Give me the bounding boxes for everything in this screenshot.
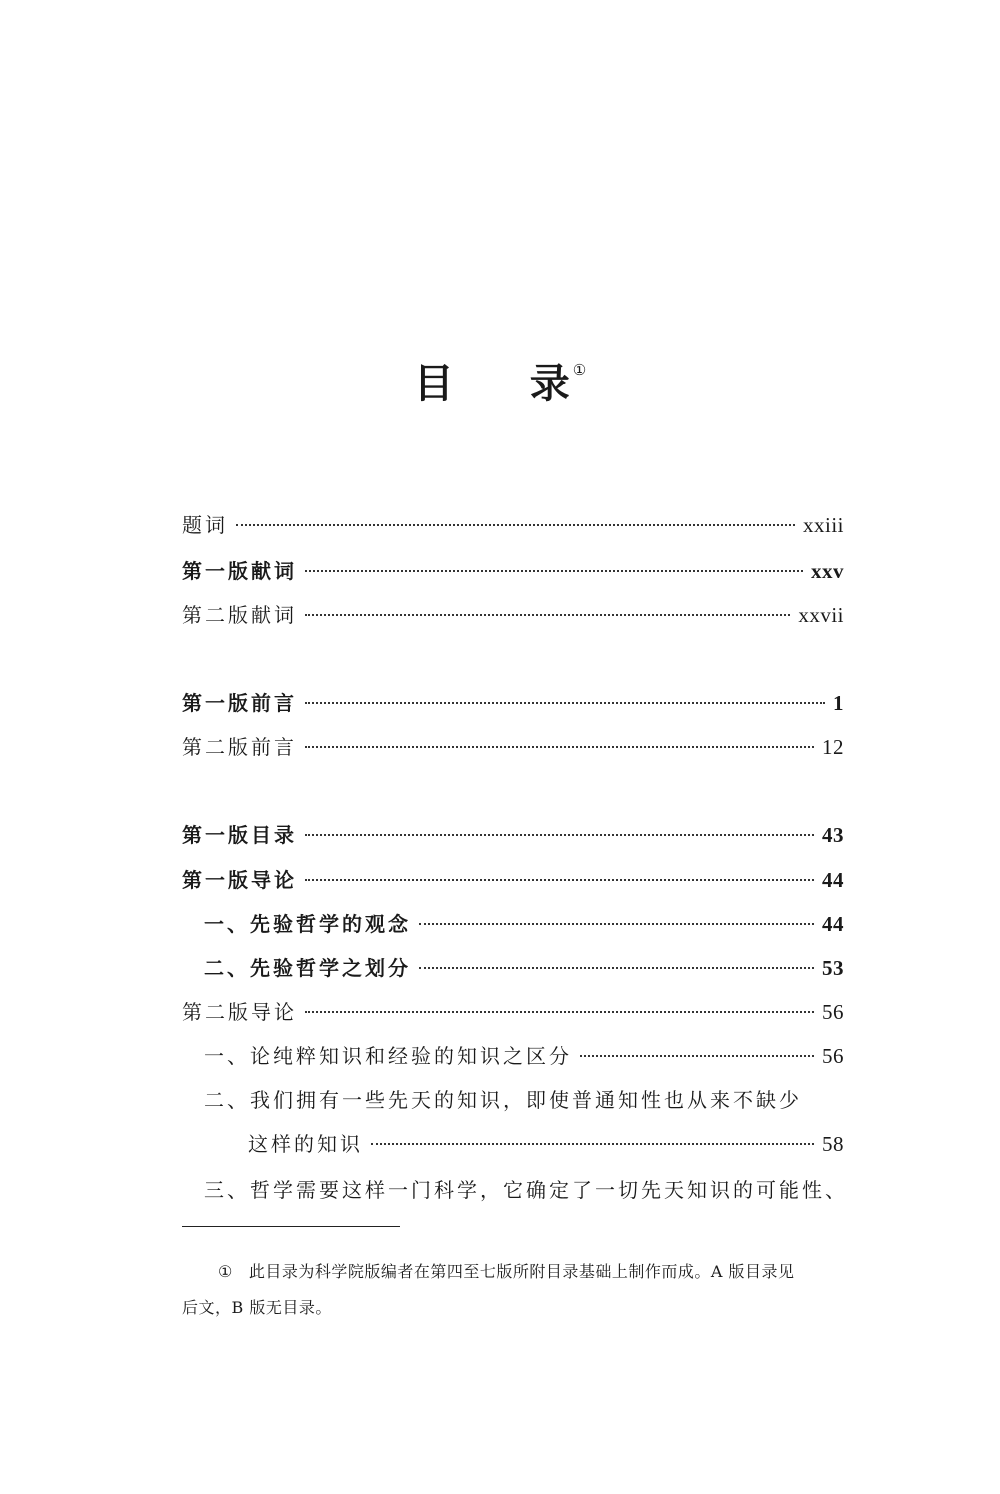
dot-leader [419,967,814,969]
dot-leader [419,923,814,925]
toc-entry-label: 一、论纯粹知识和经验的知识之区分 [204,1044,572,1068]
toc-entry-page: xxvii [798,603,844,627]
footnote-rule [182,1226,400,1227]
toc-entry-page: 56 [822,1044,844,1068]
toc-entry-page: xxiii [802,513,844,537]
toc-entry-label: 第一版目录 [182,823,297,847]
toc-entry-second-edition-preface[interactable] [182,731,844,763]
toc-entry-division-of-transcendental-philosophy[interactable] [204,952,844,984]
dot-leader [305,702,825,704]
footnote [182,1254,848,1326]
footnote-line-1 [182,1254,848,1290]
dot-leader [305,570,803,572]
toc-entry-label: 一、先验哲学的观念 [204,912,411,936]
toc-entry-first-edition-contents[interactable] [182,819,844,851]
dot-leader [580,1055,814,1057]
toc-entry-philosophy-needs-science-line1[interactable]: 三、哲学需要这样一门科学，它确定了一切先天知识的可能性、 [204,1178,848,1202]
dot-leader [305,614,790,616]
dot-leader [305,1011,814,1013]
toc-entry-label: 第一版献词 [182,559,297,583]
toc-entry-label: 这样的知识 [248,1132,363,1156]
title-char-lu: 录 [529,361,570,407]
toc-entry-first-edition-preface[interactable] [182,687,844,719]
toc-entry-first-edition-dedication[interactable] [182,555,844,587]
dot-leader [305,834,814,836]
toc-entry-second-edition-dedication[interactable] [182,599,844,631]
toc-entry-label: 题词 [182,513,228,537]
toc-entry-page: xxv [811,559,844,583]
dot-leader [236,524,795,526]
footnote-text-2: 后文，B 版无目录。 [182,1298,332,1317]
footnote-mark: ① [218,1262,233,1281]
dot-leader [371,1143,814,1145]
toc-entry-label: 第一版导论 [182,868,297,892]
toc-entry-a-priori-knowledge-line1[interactable]: 二、我们拥有一些先天的知识，即使普通知性也从来不缺少 [204,1088,802,1112]
toc-entry-page: 44 [822,912,844,936]
toc-entry-page: 53 [822,956,844,980]
toc-entry-page: 43 [822,823,844,847]
toc-entry-epigraph[interactable] [182,509,844,541]
toc-entry-page: 12 [822,735,844,759]
toc-entry-page: 56 [822,1000,844,1024]
dot-leader [305,746,814,748]
toc-entry-pure-and-empirical-knowledge[interactable] [204,1040,844,1072]
toc-entry-page: 58 [822,1132,844,1156]
toc-entry-label: 第二版前言 [182,735,297,759]
toc-entry-label: 第二版献词 [182,603,297,627]
footnote-text-1: 此目录为科学院版编者在第四至七版所附目录基础上制作而成。A 版目录见 [248,1262,795,1281]
toc-entry-page: 44 [822,868,844,892]
toc-entry-first-edition-introduction[interactable] [182,864,844,896]
page-title [0,338,1000,416]
title-footnote-mark[interactable]: ① [572,361,587,379]
toc-entry-a-priori-knowledge[interactable] [248,1128,844,1160]
title-char-mu: 目 [413,361,454,407]
dot-leader [305,879,814,881]
toc-entry-page: 1 [833,691,844,715]
toc-entry-label: 二、先验哲学之划分 [204,956,411,980]
toc-entry-label: 第二版导论 [182,1000,297,1024]
toc-entry-label: 第一版前言 [182,691,297,715]
toc-entry-second-edition-introduction[interactable] [182,996,844,1028]
toc-entry-idea-of-transcendental-philosophy[interactable] [204,908,844,940]
